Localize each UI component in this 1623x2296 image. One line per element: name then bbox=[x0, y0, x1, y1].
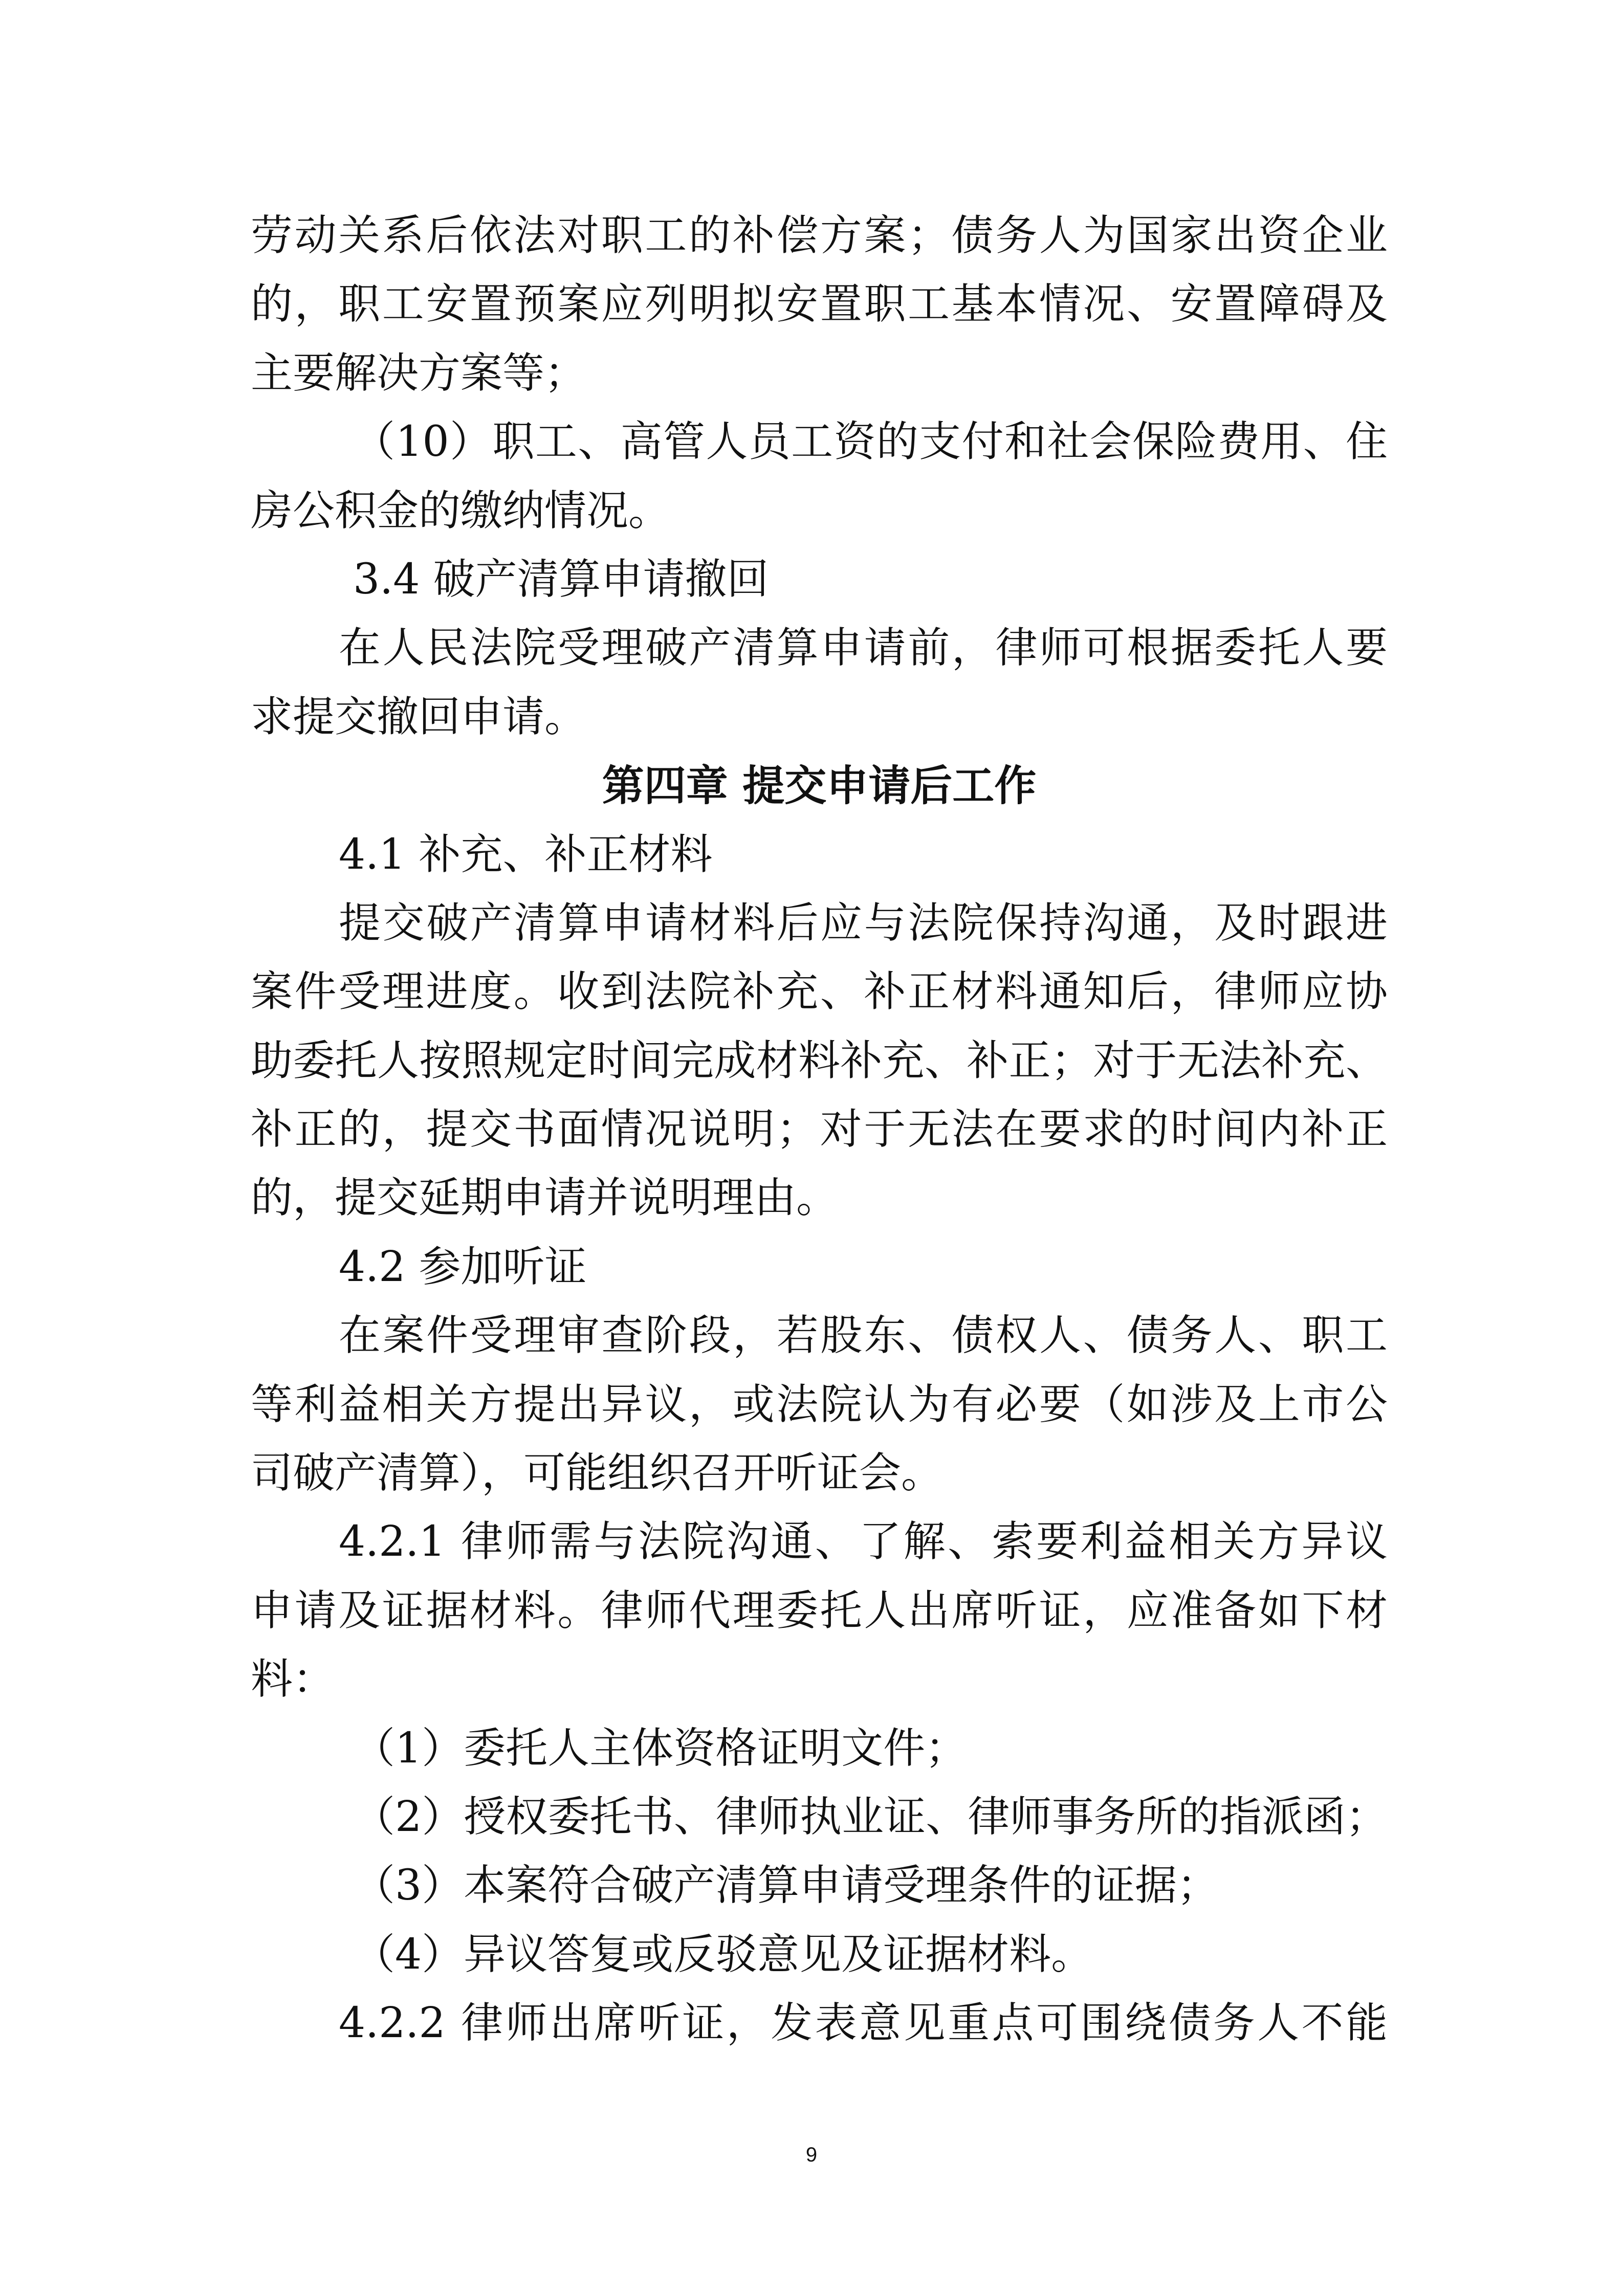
text-line: 等利益相关方提出异议，或法院认为有必要（如涉及上市公 bbox=[251, 1380, 1388, 1429]
text-line: 4.2.1 律师需与法院沟通、了解、索要利益相关方异议 bbox=[339, 1517, 1388, 1566]
text-line: 助委托人按照规定时间完成材料补充、补正；对于无法补充、 bbox=[251, 1036, 1388, 1085]
document-body bbox=[251, 202, 1388, 2058]
text-line: 的，提交延期申请并说明理由。 bbox=[251, 1174, 839, 1223]
text-line: 主要解决方案等； bbox=[251, 348, 587, 398]
text-line: 在案件受理审查阶段，若股东、债权人、债务人、职工 bbox=[339, 1311, 1388, 1360]
text-line: 提交破产清算申请材料后应与法院保持沟通，及时跟进 bbox=[339, 898, 1388, 947]
text-line: （2）授权委托书、律师执业证、律师事务所的指派函； bbox=[353, 1792, 1388, 1841]
text-line: 的，职工安置预案应列明拟安置职工基本情况、安置障碍及 bbox=[251, 280, 1388, 329]
text-line: 在人民法院受理破产清算申请前，律师可根据委托人要 bbox=[339, 624, 1388, 673]
text-line: （4）异议答复或反驳意见及证据材料。 bbox=[353, 1930, 1093, 1979]
page-number: 9 bbox=[805, 2144, 818, 2166]
text-line: 申请及证据材料。律师代理委托人出席听证，应准备如下材 bbox=[251, 1586, 1388, 1635]
text-line: 4.1 补充、补正材料 bbox=[339, 830, 713, 879]
text-line: 司破产清算），可能组织召开听证会。 bbox=[251, 1449, 944, 1498]
text-line: 求提交撤回申请。 bbox=[251, 692, 587, 741]
text-line: （3）本案符合破产清算申请受理条件的证据； bbox=[353, 1861, 1219, 1910]
text-line: 劳动关系后依法对职工的补偿方案；债务人为国家出资企业 bbox=[251, 211, 1388, 260]
chapter-heading: 第四章 提交申请后工作 bbox=[602, 761, 1037, 811]
text-line: （10）职工、高管人员工资的支付和社会保险费用、住 bbox=[353, 417, 1388, 467]
text-line: 料： bbox=[251, 1655, 335, 1704]
text-line: 补正的，提交书面情况说明；对于无法在要求的时间内补正 bbox=[251, 1105, 1388, 1154]
text-line: 4.2.2 律师出席听证，发表意见重点可围绕债务人不能 bbox=[339, 1999, 1388, 2048]
text-line: （1）委托人主体资格证明文件； bbox=[353, 1724, 968, 1773]
text-line: 4.2 参加听证 bbox=[339, 1242, 587, 1291]
text-line: 3.4 破产清算申请撤回 bbox=[353, 555, 769, 604]
text-line: 房公积金的缴纳情况。 bbox=[251, 486, 671, 535]
text-line: 案件受理进度。收到法院补充、补正材料通知后，律师应协 bbox=[251, 967, 1388, 1017]
